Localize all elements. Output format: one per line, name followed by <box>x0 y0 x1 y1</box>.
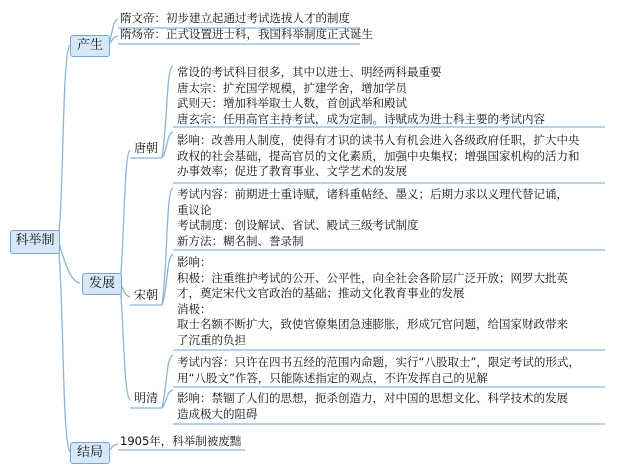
tang-impact-line: 办事效率；促进了教育事业、文学艺术的发展 <box>177 164 407 178</box>
branch-result-node: 结局 <box>70 442 110 464</box>
origin-item: 隋炀帝：正式设置进士科，我国科举制度正式诞生 <box>120 26 373 41</box>
mingqing-content <box>177 355 580 386</box>
root-node-keju: 科举制 <box>10 230 60 254</box>
origin-item: 隋文帝：初步建立起通过考试选拔人才的制度 <box>120 11 350 25</box>
origin-items <box>120 11 373 42</box>
tang-content-line: 唐玄宗：任用高官主持考试，成为定制。诗赋成为进士科主要的考试内容 <box>177 111 545 126</box>
mingqing-impact-line: 影响：禁锢了人们的思想，扼杀创造力，对中国的思想文化、科学技术的发展 <box>177 391 568 405</box>
mingqing-content-line: 用“八股文”作答，只能陈述指定的观点，不许发挥自己的见解 <box>177 370 488 385</box>
branch-development-node: 发展 <box>82 273 122 295</box>
song-impact-line: 积极：注重维护考试的公开、公平性，向全社会各阶层广泛开放；网罗大批英 <box>177 270 568 285</box>
song-impact-line: 取士名额不断扩大，致使官僚集团急速膨胀，形成冗官问题，给国家财政带来 <box>177 317 568 331</box>
song-content <box>177 187 568 249</box>
result-item: 1905年，科举制被废黜 <box>120 434 242 448</box>
mingqing-impact <box>177 391 568 422</box>
tang-content-line: 武则天：增加科举取士人数，首创武举和殿试 <box>177 96 407 110</box>
song-content-line: 重议论 <box>177 202 212 217</box>
song-impact <box>177 255 568 348</box>
tang-content <box>177 65 545 127</box>
tang-impact-line: 政权的社会基础，提高官员的文化素质，加强中央集权；增强国家机构的活力和 <box>177 148 580 163</box>
song-impact-line: 才，奠定宋代文官政治的基础；推动文化教育事业的发展 <box>177 286 465 300</box>
mingqing-impact-line: 造成极大的阻碍 <box>177 406 258 421</box>
song-impact-line: 了沉重的负担 <box>177 332 246 347</box>
song-content-line: 考试内容：前期进士重诗赋，诸科重帖经、墨义；后期力求以义理代替记诵， <box>177 187 568 201</box>
mingqing-content-line: 考试内容：只许在四书五经的范围内命题，实行“八股取士”，限定考试的形式， <box>177 355 580 369</box>
tang-impact <box>177 133 580 180</box>
song-impact-line: 影响： <box>177 255 212 269</box>
dynasty-mingqing-label: 明清 <box>134 391 159 405</box>
dynasty-song-label: 宋朝 <box>134 288 159 302</box>
tang-content-line: 常设的考试科目很多，其中以进士、明经两科最重要 <box>177 65 442 79</box>
dynasty-tang-label: 唐朝 <box>134 141 159 155</box>
song-content-line: 考试制度：创设解试、省试、殿试三级考试制度 <box>177 218 419 232</box>
tang-content-line: 唐太宗：扩充国学规模，扩建学舍，增加学员 <box>177 80 407 95</box>
result-items <box>120 434 241 450</box>
tang-impact-line: 影响：改善用人制度，使得有才识的读书人有机会进入各级政府任职，扩大中央 <box>177 133 580 147</box>
branch-origin-node: 产生 <box>70 35 110 57</box>
song-content-line: 新方法：糊名制、誊录制 <box>177 233 304 248</box>
song-impact-line: 消极： <box>177 301 212 316</box>
